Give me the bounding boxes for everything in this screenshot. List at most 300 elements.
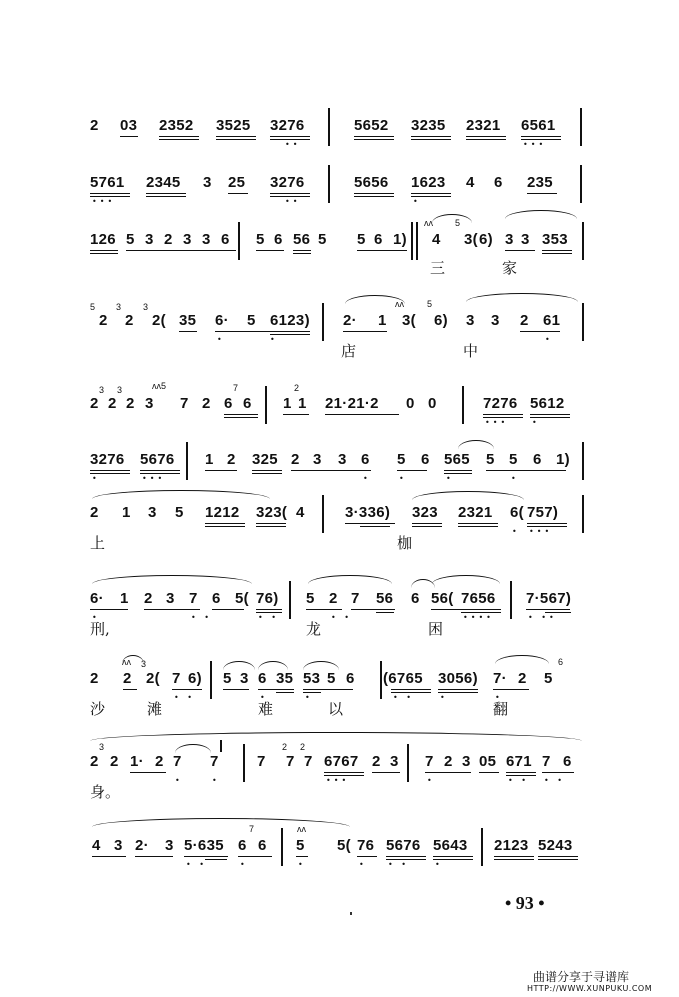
underline	[270, 136, 310, 137]
low-octave-dots: • ••	[528, 613, 557, 622]
note-group: 61	[543, 312, 561, 329]
underline	[376, 612, 394, 613]
note-group: 565	[444, 451, 470, 468]
underline	[325, 414, 399, 415]
note-group: 4	[466, 174, 475, 191]
underline	[205, 859, 227, 860]
low-octave-dots: •	[511, 474, 519, 483]
note-group: 3	[148, 504, 157, 521]
note-group: 2123	[494, 837, 529, 854]
underline	[90, 470, 130, 471]
lyric: 刑,	[90, 620, 110, 638]
note-group: 7	[210, 753, 219, 770]
barline	[265, 386, 267, 424]
barline	[462, 386, 464, 424]
note-group: 3	[521, 231, 530, 248]
note-group: 3(	[464, 231, 478, 248]
note-group: 2	[90, 117, 99, 134]
low-octave-dots: •••	[142, 474, 166, 483]
note-group: 7	[189, 590, 198, 607]
note-group: 5761	[90, 174, 125, 191]
slur	[308, 575, 392, 584]
note-group: 2	[227, 451, 236, 468]
underline	[360, 526, 390, 527]
underline	[123, 689, 137, 690]
underline	[505, 250, 535, 251]
note-group: 671	[506, 753, 532, 770]
barline	[328, 165, 330, 203]
underline	[526, 609, 570, 610]
note-group: 323(	[256, 504, 288, 521]
lyric: 家	[502, 259, 518, 277]
low-octave-dots: • •	[191, 613, 212, 622]
note-group: 5	[175, 504, 184, 521]
underline	[256, 523, 286, 524]
note-group: 2	[126, 395, 135, 412]
note-group: 2	[520, 312, 529, 329]
low-octave-dots: •	[413, 197, 421, 206]
underline	[126, 250, 236, 251]
slur	[90, 732, 582, 741]
note-group: 3	[145, 231, 154, 248]
low-octave-dots: •	[512, 527, 520, 536]
note-group: 2·	[135, 837, 149, 854]
underline	[238, 856, 272, 857]
note-group: 3	[466, 312, 475, 329]
underline	[466, 139, 506, 140]
note-group: 6)	[434, 312, 448, 329]
underline	[293, 253, 311, 254]
barline	[411, 222, 413, 260]
note-group: 6	[563, 753, 572, 770]
underline	[215, 331, 271, 332]
note-group: 1	[283, 395, 292, 412]
note-group: 3	[183, 231, 192, 248]
slur	[92, 490, 270, 499]
slur	[303, 661, 339, 670]
note-group: 5(	[235, 590, 249, 607]
underline	[411, 139, 451, 140]
note-group: 2	[291, 451, 300, 468]
underline	[494, 856, 534, 857]
slur	[345, 295, 405, 304]
underline	[205, 523, 245, 524]
note-group: 3276	[270, 174, 305, 191]
note-group: 6	[346, 670, 355, 687]
watermark-url: HTTP://WWW.XUNPUKU.COM	[527, 984, 653, 993]
low-octave-dots: • •	[388, 860, 409, 869]
underline	[521, 136, 561, 137]
underline	[458, 523, 498, 524]
lyric: 滩	[147, 700, 163, 718]
grace-note: 5	[427, 299, 433, 309]
note-group: 6	[374, 231, 383, 248]
note-group: 5643	[433, 837, 468, 854]
note-group: 3	[338, 451, 347, 468]
underline	[479, 772, 499, 773]
note-group: 3	[203, 174, 212, 191]
note-group: 2	[202, 395, 211, 412]
note-group: 2	[90, 753, 99, 770]
note-group: 5656	[354, 174, 389, 191]
grace-note: 3	[117, 385, 123, 395]
lyric: 店	[341, 342, 357, 360]
note-group: 3	[165, 837, 174, 854]
note-group: 6)	[479, 231, 493, 248]
note-group: 3	[166, 590, 175, 607]
note-group: 5676	[140, 451, 175, 468]
underline	[542, 253, 572, 254]
underline	[411, 136, 451, 137]
underline	[224, 417, 258, 418]
underline	[411, 193, 451, 194]
underline	[140, 470, 180, 471]
underline	[354, 196, 394, 197]
note-group: 1·	[130, 753, 144, 770]
underline	[270, 193, 310, 194]
note-group: 6	[274, 231, 283, 248]
note-group: 757)	[527, 504, 559, 521]
underline	[135, 856, 173, 857]
underline	[412, 523, 442, 524]
slur	[432, 214, 472, 223]
note-group: 21·21·2	[325, 395, 379, 412]
note-group: 2	[99, 312, 108, 329]
low-octave-dots: •	[217, 335, 225, 344]
underline	[90, 250, 118, 251]
low-octave-dots: •	[435, 860, 443, 869]
underline	[224, 414, 258, 415]
barline	[582, 495, 584, 533]
note-group: 3(	[402, 312, 416, 329]
underline	[357, 250, 407, 251]
underline	[159, 139, 199, 140]
low-octave-dots: •	[270, 335, 278, 344]
note-group: 7	[172, 670, 181, 687]
lyric: 上	[90, 534, 106, 552]
note-group: 353	[542, 231, 568, 248]
barline	[186, 442, 188, 480]
note-group: 0	[406, 395, 415, 412]
note-group: 3	[390, 753, 399, 770]
underline	[258, 689, 294, 690]
lyric: 沙	[90, 700, 106, 718]
low-octave-dots: •	[175, 776, 183, 785]
underline	[205, 470, 237, 471]
underline	[433, 856, 473, 857]
barline	[580, 165, 582, 203]
grace-note: 3	[116, 302, 122, 312]
note-group: 3276	[90, 451, 125, 468]
note-group: 5	[256, 231, 265, 248]
low-octave-dots: •	[427, 776, 435, 785]
low-octave-dots: • •	[186, 860, 207, 869]
note-group: 3	[202, 231, 211, 248]
barline	[582, 442, 584, 480]
note-group: 5	[126, 231, 135, 248]
note-group: 5676	[386, 837, 421, 854]
note-group: 6·	[215, 312, 229, 329]
grace-note: 6	[558, 657, 564, 667]
note-group: 5243	[538, 837, 573, 854]
lyric: 中	[463, 342, 479, 360]
low-octave-dots: •••	[326, 776, 350, 785]
underline	[252, 470, 282, 471]
scan-speck	[350, 912, 352, 915]
underline	[303, 689, 353, 690]
note-group: 2	[444, 753, 453, 770]
note-group: 6	[243, 395, 252, 412]
note-group: 35	[276, 670, 294, 687]
note-group: 3056)	[438, 670, 478, 687]
ornament-mark: ʌʌ	[297, 824, 306, 834]
barline	[238, 222, 240, 260]
slur	[505, 210, 577, 219]
note-group: 2	[90, 504, 99, 521]
underline	[90, 609, 128, 610]
underline	[205, 526, 245, 527]
low-octave-dots: •	[495, 693, 503, 702]
note-group: 7	[304, 753, 313, 770]
underline	[506, 772, 536, 773]
note-group: 6·	[90, 590, 104, 607]
low-octave-dots: ••	[285, 197, 301, 206]
note-group: 25	[228, 174, 246, 191]
slur	[495, 655, 549, 664]
low-octave-dots: •••	[523, 140, 547, 149]
low-octave-dots: •••	[485, 418, 509, 427]
underline	[130, 772, 166, 773]
note-group: 7	[180, 395, 189, 412]
ornament-mark: ʌʌ	[424, 218, 433, 228]
lyric: 困	[428, 620, 444, 638]
low-octave-dots: • •	[544, 776, 565, 785]
underline	[172, 689, 202, 690]
note-group: 3235	[411, 117, 446, 134]
underline	[538, 859, 578, 860]
underline	[520, 331, 560, 332]
note-group: 1	[298, 395, 307, 412]
lyric: 翻	[493, 700, 509, 718]
note-group: 0	[428, 395, 437, 412]
note-group: 323	[412, 504, 438, 521]
underline	[431, 609, 501, 610]
underline	[530, 414, 570, 415]
grace-note: 3	[141, 659, 147, 669]
note-group: 5612	[530, 395, 565, 412]
lyric: 三	[430, 259, 446, 277]
underline	[345, 523, 395, 524]
low-octave-dots: •	[298, 860, 306, 869]
underline	[159, 136, 199, 137]
note-group: 4	[92, 837, 101, 854]
note-group: 3	[145, 395, 154, 412]
grace-note: 7	[233, 383, 239, 393]
note-group: (6765	[383, 670, 423, 687]
underline	[293, 250, 311, 251]
note-group: 6	[238, 837, 247, 854]
note-group: 3	[505, 231, 514, 248]
barline	[481, 828, 483, 866]
barline	[220, 740, 222, 752]
underline	[438, 689, 478, 690]
underline	[216, 139, 256, 140]
note-group: 6	[411, 590, 420, 607]
note-group: 2321	[466, 117, 501, 134]
underline	[146, 196, 186, 197]
low-octave-dots: •••	[92, 197, 116, 206]
barline	[380, 661, 382, 699]
note-group: 7656	[461, 590, 496, 607]
note-group: 5	[486, 451, 495, 468]
note-group: 05	[479, 753, 497, 770]
note-group: 4	[296, 504, 305, 521]
underline	[494, 859, 534, 860]
note-group: 2	[155, 753, 164, 770]
low-octave-dots: • •	[258, 613, 279, 622]
note-group: 6	[212, 590, 221, 607]
note-group: 3	[313, 451, 322, 468]
note-group: 3	[491, 312, 500, 329]
underline	[223, 689, 249, 690]
underline	[291, 470, 371, 471]
slur	[122, 655, 144, 664]
grace-note: 3	[99, 385, 105, 395]
note-group: 2	[164, 231, 173, 248]
note-group: 325	[252, 451, 278, 468]
watermark-text: 曲谱分享于寻谱库	[533, 970, 630, 984]
underline	[120, 136, 138, 137]
underline	[296, 856, 308, 857]
note-group: 5	[296, 837, 305, 854]
barline	[582, 222, 584, 260]
note-group: 5	[357, 231, 366, 248]
note-group: 7	[351, 590, 360, 607]
slur	[92, 818, 350, 827]
lyric: 身。	[90, 783, 121, 801]
note-group: 76)	[256, 590, 279, 607]
note-group: 3276	[270, 117, 305, 134]
note-group: 6)	[188, 670, 202, 687]
grace-note: 2	[294, 383, 300, 393]
low-octave-dots: •	[92, 613, 100, 622]
note-group: 6	[224, 395, 233, 412]
note-group: 5	[327, 670, 336, 687]
grace-note: 2	[282, 742, 288, 752]
note-group: 76	[357, 837, 375, 854]
note-group: 7·567)	[526, 590, 572, 607]
note-group: 3	[114, 837, 123, 854]
note-group: 6	[421, 451, 430, 468]
note-group: 5	[306, 590, 315, 607]
note-group: 6	[221, 231, 230, 248]
note-group: 6	[494, 174, 503, 191]
underline	[538, 856, 578, 857]
note-group: 2(	[146, 670, 160, 687]
underline	[212, 609, 244, 610]
note-group: 126	[90, 231, 116, 248]
lyric: 难	[258, 700, 274, 718]
note-group: 6(	[510, 504, 524, 521]
low-octave-dots: ••••	[463, 613, 494, 622]
note-group: 7	[286, 753, 295, 770]
underline	[458, 526, 498, 527]
note-group: 1	[120, 590, 129, 607]
barline	[322, 303, 324, 341]
underline	[276, 692, 294, 693]
underline	[90, 193, 130, 194]
low-octave-dots: ••	[285, 140, 301, 149]
note-group: 6	[258, 670, 267, 687]
note-group: 1212	[205, 504, 240, 521]
note-group: 5	[247, 312, 256, 329]
lyric: 以	[328, 700, 344, 718]
note-group: 2(	[152, 312, 166, 329]
note-group: 2352	[159, 117, 194, 134]
note-group: 3525	[216, 117, 251, 134]
low-octave-dots: •	[363, 474, 371, 483]
note-group: 2	[110, 753, 119, 770]
barline	[580, 108, 582, 146]
note-group: 2345	[146, 174, 181, 191]
underline	[216, 136, 256, 137]
note-group: 5	[397, 451, 406, 468]
low-octave-dots: • •	[174, 693, 195, 702]
slur	[432, 575, 500, 584]
slur	[412, 491, 524, 500]
note-group: 6561	[521, 117, 556, 134]
barline	[407, 744, 409, 782]
underline	[412, 526, 442, 527]
barline	[289, 581, 291, 619]
underline	[256, 250, 284, 251]
ornament-mark: ʌʌ	[395, 299, 404, 309]
underline	[542, 250, 572, 251]
underline	[357, 856, 377, 857]
low-octave-dots: •	[399, 474, 407, 483]
note-group: 5	[223, 670, 232, 687]
underline	[542, 772, 574, 773]
note-group: 2321	[458, 504, 493, 521]
note-group: 7	[257, 753, 266, 770]
underline	[354, 136, 394, 137]
low-octave-dots: •	[545, 335, 553, 344]
note-group: 7·	[493, 670, 507, 687]
note-group: 6123)	[270, 312, 310, 329]
note-group: 2	[372, 753, 381, 770]
low-octave-dots: •	[92, 474, 100, 483]
low-octave-dots: •	[359, 860, 367, 869]
underline	[486, 470, 566, 471]
ornament-mark: ʌʌ5	[152, 381, 167, 391]
low-octave-dots: • •	[393, 693, 414, 702]
barline	[582, 303, 584, 341]
note-group: 1)	[556, 451, 570, 468]
underline	[444, 470, 472, 471]
underline	[527, 193, 557, 194]
underline	[391, 689, 431, 690]
note-group: 1	[122, 504, 131, 521]
note-group: 2	[90, 395, 99, 412]
note-group: 5·635	[184, 837, 224, 854]
note-group: 5652	[354, 117, 389, 134]
underline	[324, 772, 364, 773]
note-group: 03	[120, 117, 138, 134]
underline	[270, 331, 310, 332]
low-octave-dots: •	[212, 776, 220, 785]
slur	[466, 293, 578, 302]
low-octave-dots: •	[260, 693, 268, 702]
